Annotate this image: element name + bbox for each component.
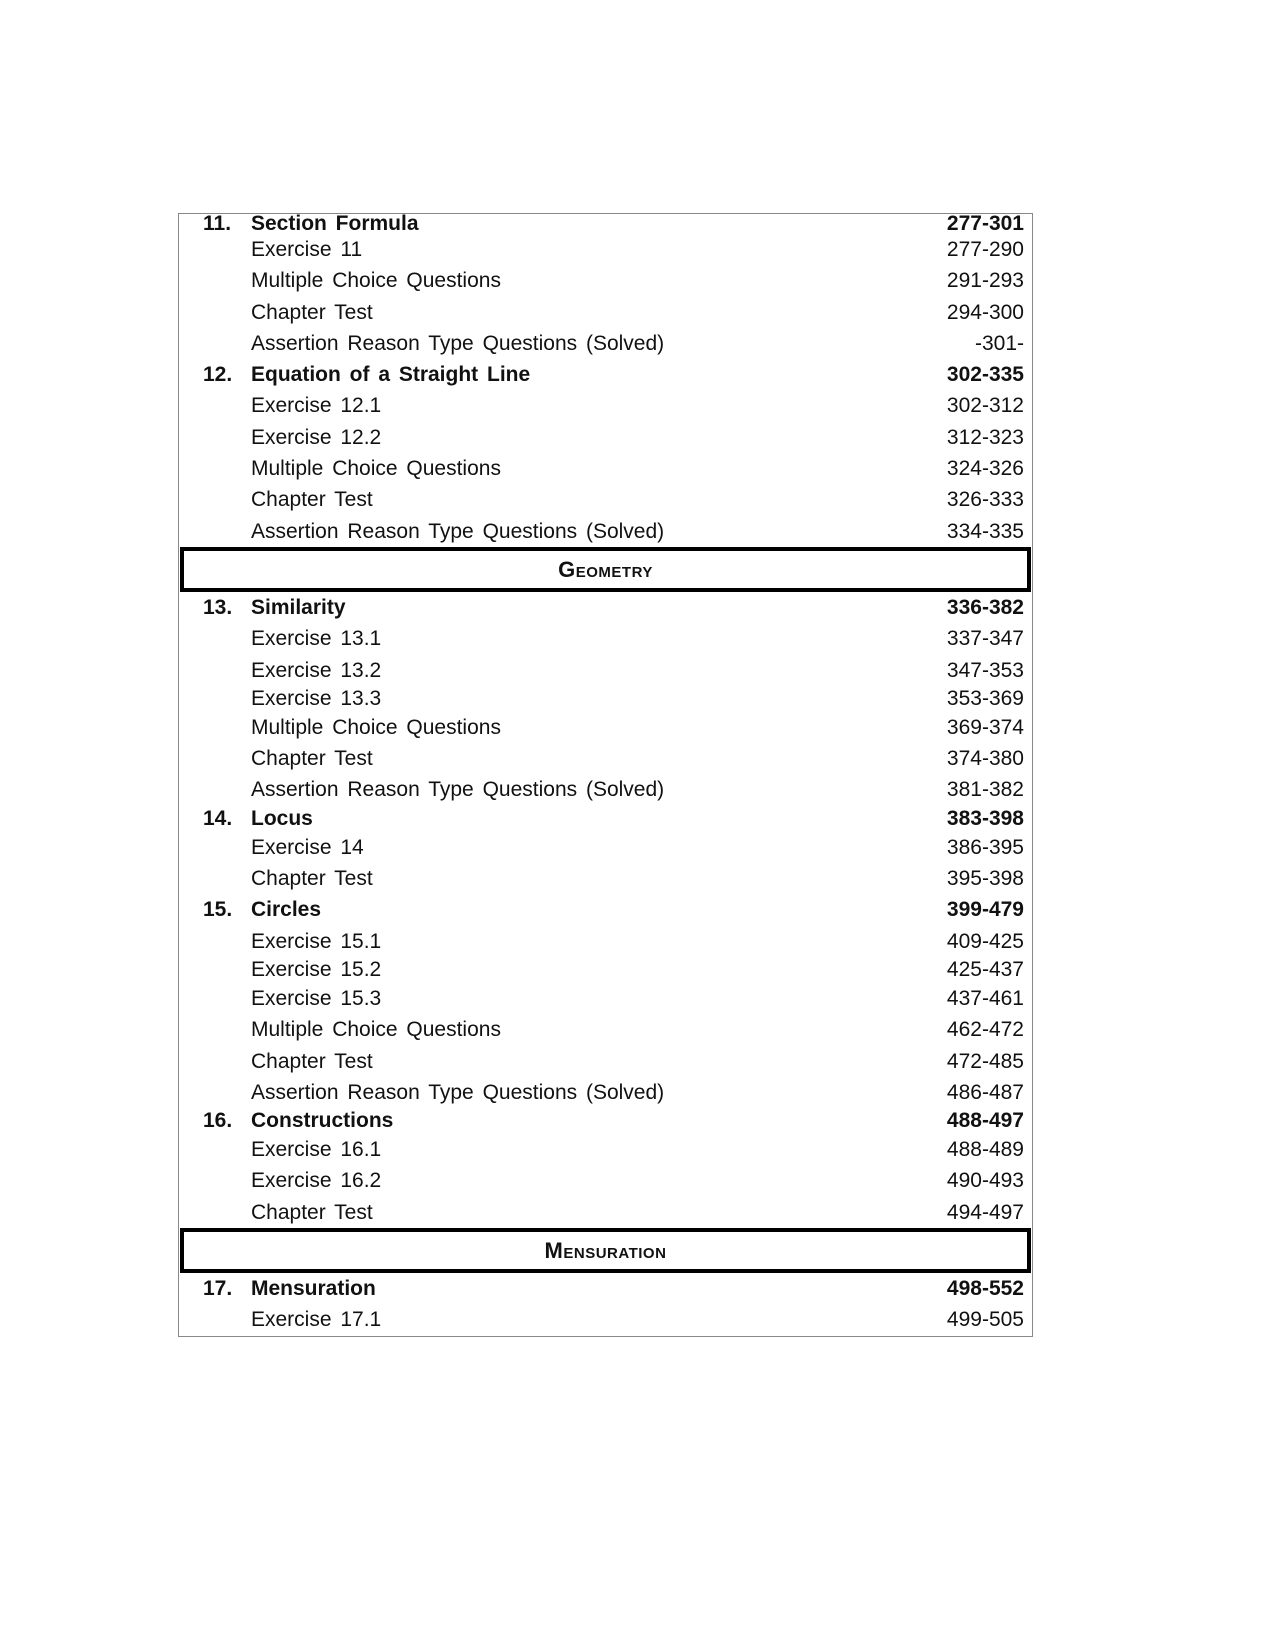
page-range: 490-493 — [946, 1169, 1024, 1193]
entry-title: Exercise 13.3 — [251, 686, 382, 710]
toc-chapter-row[interactable] — [179, 1273, 1032, 1304]
page-range: 486-487 — [946, 1080, 1024, 1104]
page-range: 381-382 — [946, 778, 1024, 802]
page-range: 324-326 — [946, 457, 1024, 481]
toc-entry-row[interactable] — [179, 1077, 1032, 1108]
page-range: 437-461 — [946, 986, 1024, 1010]
toc-entry-row[interactable] — [179, 1304, 1032, 1335]
entry-title: Assertion Reason Type Questions (Solved) — [251, 331, 665, 355]
toc-chapter-row[interactable] — [179, 592, 1032, 623]
chapter-title: Circles — [251, 898, 322, 922]
entry-title: Exercise 13.1 — [251, 627, 382, 651]
toc-entry-row[interactable] — [179, 832, 1032, 863]
toc-entry-row[interactable] — [179, 957, 1032, 983]
toc-entry-row[interactable] — [179, 686, 1032, 712]
section-heading: Mensuration — [180, 1228, 1031, 1273]
page-range: 395-398 — [946, 867, 1024, 891]
entry-title: Exercise 12.1 — [251, 394, 382, 418]
page-range: 498-552 — [946, 1277, 1024, 1301]
page-range: 291-293 — [946, 269, 1024, 293]
page-range: 499-505 — [946, 1308, 1024, 1332]
toc-entry-row[interactable] — [179, 743, 1032, 774]
toc-entry-row[interactable] — [179, 1165, 1032, 1196]
page-range: 383-398 — [946, 806, 1024, 830]
toc-entry-row[interactable] — [179, 926, 1032, 957]
entry-title: Multiple Choice Questions — [251, 269, 501, 293]
toc-entry-row[interactable] — [179, 1197, 1032, 1228]
page-range: 353-369 — [946, 686, 1024, 710]
page-range: 312-323 — [946, 425, 1024, 449]
toc-entry-row[interactable] — [179, 516, 1032, 547]
toc-entry-row[interactable] — [179, 484, 1032, 515]
page-range: 326-333 — [946, 488, 1024, 512]
entry-title: Exercise 13.2 — [251, 658, 382, 682]
entry-title: Assertion Reason Type Questions (Solved) — [251, 778, 665, 802]
entry-title: Chapter Test — [251, 747, 373, 771]
page-range: 399-479 — [946, 898, 1024, 922]
toc-entry-row[interactable] — [179, 983, 1032, 1014]
toc-entry-row[interactable] — [179, 234, 1032, 265]
page-range: 472-485 — [946, 1049, 1024, 1073]
toc-entry-row[interactable] — [179, 1046, 1032, 1077]
toc-entry-row[interactable] — [179, 863, 1032, 894]
entry-title: Chapter Test — [251, 1200, 373, 1224]
entry-title: Multiple Choice Questions — [251, 1018, 501, 1042]
toc-chapter-row[interactable] — [179, 1108, 1032, 1134]
page-range: 488-497 — [946, 1109, 1024, 1133]
entry-title: Exercise 12.2 — [251, 425, 382, 449]
entry-title: Exercise 16.1 — [251, 1138, 382, 1162]
chapter-number: 15. — [203, 898, 233, 922]
toc-entry-row[interactable] — [179, 712, 1032, 743]
page-range: 462-472 — [946, 1018, 1024, 1042]
page-range: 369-374 — [946, 715, 1024, 739]
entry-title: Exercise 14 — [251, 835, 364, 859]
table-of-contents — [178, 213, 1033, 1337]
chapter-title: Mensuration — [251, 1277, 376, 1301]
toc-entry-row[interactable] — [179, 655, 1032, 686]
page-range: 336-382 — [946, 595, 1024, 619]
page-range: 425-437 — [946, 957, 1024, 981]
toc-chapter-row[interactable] — [179, 214, 1032, 234]
chapter-number: 14. — [203, 806, 233, 830]
chapter-title: Similarity — [251, 595, 346, 619]
chapter-title: Section Formula — [251, 212, 419, 235]
toc-entry-row[interactable] — [179, 328, 1032, 359]
page-range: 374-380 — [946, 747, 1024, 771]
entry-title: Assertion Reason Type Questions (Solved) — [251, 519, 665, 543]
page-range: 277-290 — [946, 238, 1024, 261]
chapter-number: 16. — [203, 1109, 233, 1133]
toc-chapter-row[interactable] — [179, 359, 1032, 390]
page-range: 347-353 — [946, 658, 1024, 682]
entry-title: Exercise 15.3 — [251, 986, 382, 1010]
toc-chapter-row[interactable] — [179, 806, 1032, 832]
toc-chapter-row[interactable] — [179, 894, 1032, 925]
page-range: 277-301 — [946, 212, 1024, 235]
entry-title: Chapter Test — [251, 1049, 373, 1073]
toc-entry-row[interactable] — [179, 265, 1032, 296]
toc-entry-row[interactable] — [179, 390, 1032, 421]
page-range: 386-395 — [946, 835, 1024, 859]
chapter-title: Equation of a Straight Line — [251, 363, 531, 387]
toc-entry-row[interactable] — [179, 422, 1032, 453]
entry-title: Exercise 15.1 — [251, 929, 382, 953]
entry-title: Chapter Test — [251, 867, 373, 891]
entry-title: Assertion Reason Type Questions (Solved) — [251, 1080, 665, 1104]
toc-entry-row[interactable] — [179, 297, 1032, 328]
page-range: 302-312 — [946, 394, 1024, 418]
toc-entry-row[interactable] — [179, 453, 1032, 484]
chapter-title: Locus — [251, 806, 313, 830]
entry-title: Multiple Choice Questions — [251, 457, 501, 481]
page-range: 488-489 — [946, 1138, 1024, 1162]
entry-title: Exercise 11 — [251, 238, 363, 261]
page-range: 302-335 — [946, 363, 1024, 387]
page-range: -301- — [974, 331, 1024, 355]
entry-title: Chapter Test — [251, 488, 373, 512]
entry-title: Exercise 15.2 — [251, 957, 382, 981]
chapter-number: 11. — [203, 212, 232, 235]
section-heading: Geometry — [180, 547, 1031, 592]
entry-title: Chapter Test — [251, 300, 373, 324]
page-range: 337-347 — [946, 627, 1024, 651]
entry-title: Exercise 17.1 — [251, 1308, 382, 1332]
page-range: 334-335 — [946, 519, 1024, 543]
toc-entry-row[interactable] — [179, 774, 1032, 805]
toc-entry-row[interactable] — [179, 623, 1032, 654]
page-range: 409-425 — [946, 929, 1024, 953]
toc-entry-row[interactable] — [179, 1134, 1032, 1165]
entry-title: Exercise 16.2 — [251, 1169, 382, 1193]
page-range: 294-300 — [946, 300, 1024, 324]
chapter-number: 17. — [203, 1277, 233, 1301]
chapter-title: Constructions — [251, 1109, 394, 1133]
entry-title: Multiple Choice Questions — [251, 715, 501, 739]
chapter-number: 12. — [203, 363, 233, 387]
chapter-number: 13. — [203, 595, 233, 619]
toc-entry-row[interactable] — [179, 1014, 1032, 1045]
page-range: 494-497 — [946, 1200, 1024, 1224]
